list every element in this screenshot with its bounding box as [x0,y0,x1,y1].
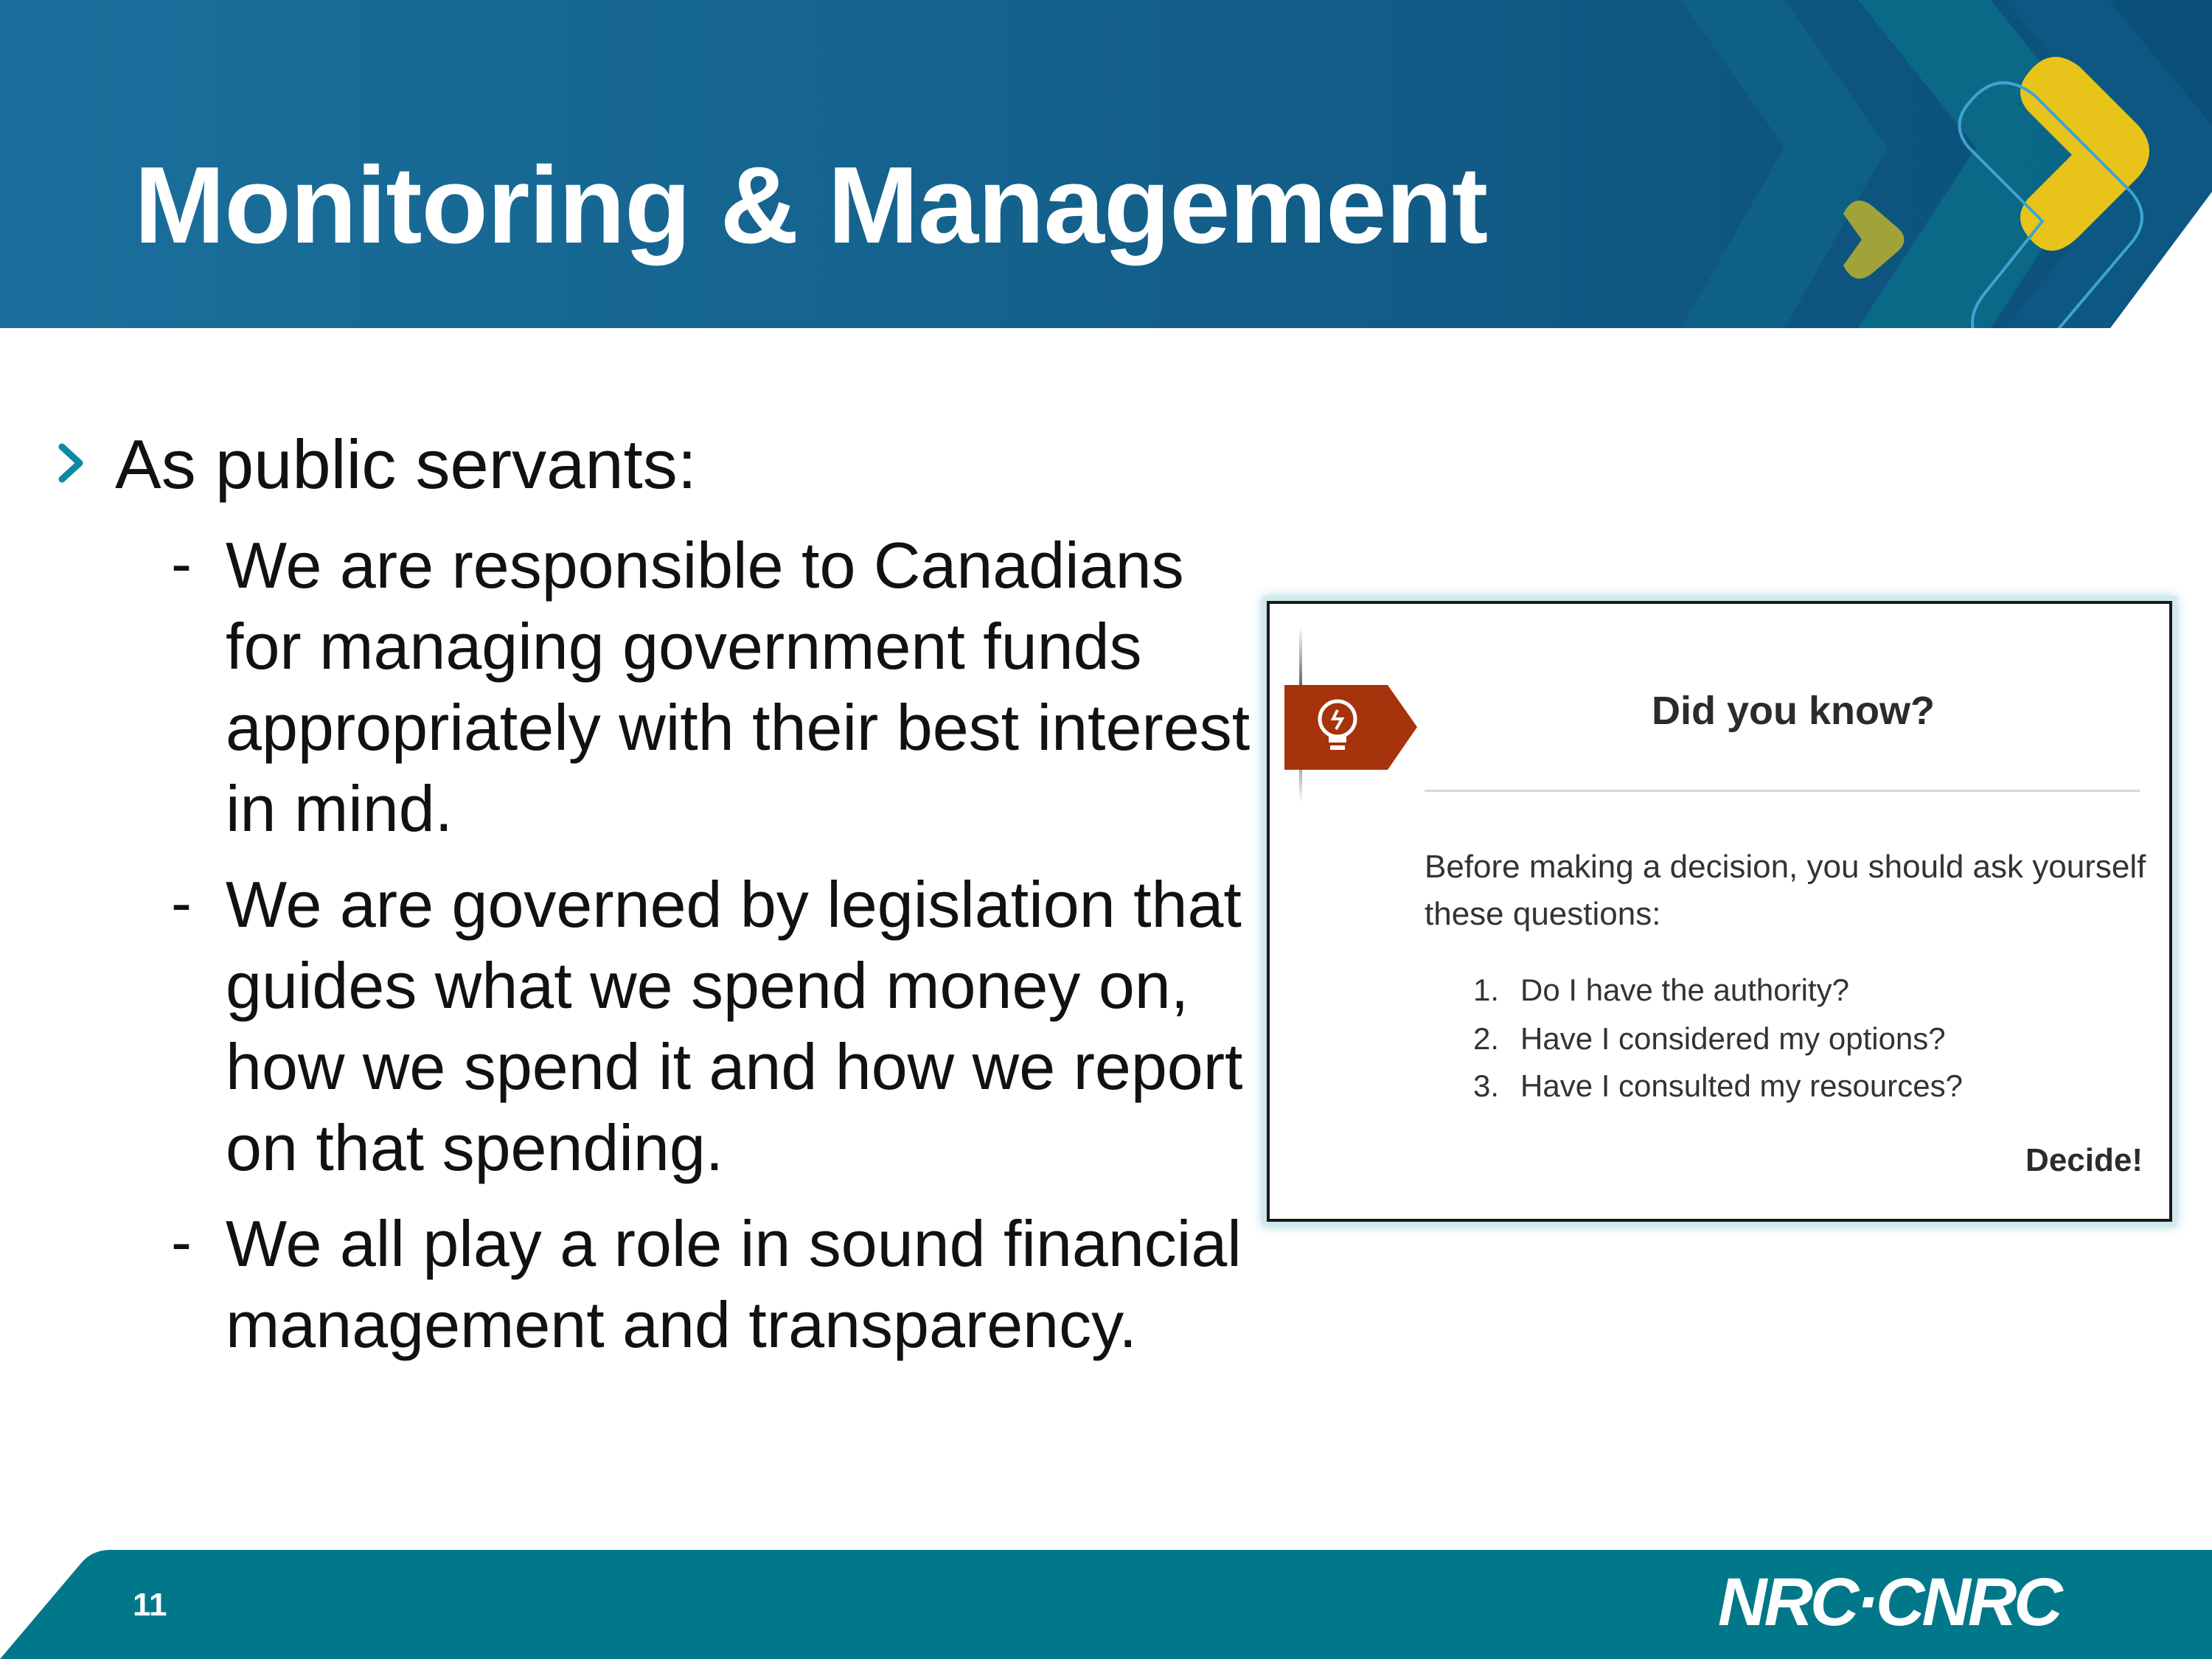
header-banner [0,0,2212,328]
svg-text:NRC·CNRC: NRC·CNRC [1718,1569,2060,1635]
question-number: 2. [1473,1021,1500,1056]
question-number: 3. [1473,1068,1500,1103]
callout-intro: Before making a decision, you should ask yourself these questions: [1425,849,2146,932]
sub-bullet-text: We all play a role in sound financial management and transparency. [226,1207,1242,1361]
main-bullet: As public servants: [115,425,697,503]
did-you-know-callout [1267,601,2172,1222]
question-text: Have I consulted my resources? [1520,1068,1963,1103]
lightbulb-icon [1284,685,1417,770]
question-text: Do I have the authority? [1520,973,1849,1007]
nrc-cnrc-logo [1718,1569,2087,1635]
sub-bullet-dash: - [171,1207,192,1276]
decide-label: Decide! [2025,1142,2143,1178]
sub-bullet-text: We are governed by legislation that guides what we spend money on, how we spend it and how we report on that spending. [226,868,1243,1184]
decorative-chevrons [1829,29,2197,328]
sub-bullet-dash: - [171,529,192,598]
question-text: Have I considered my options? [1520,1021,1946,1056]
chevron-right-icon [58,441,87,485]
callout-heading: Did you know? [1652,689,1935,733]
callout-rule [1425,790,2140,792]
page-title: Monitoring & Management [134,145,1488,266]
question-number: 1. [1473,973,1500,1007]
sub-bullet-text: We are responsible to Canadians for managing government funds appropriately with their best interest in mind. [226,529,1251,845]
sub-bullet-dash: - [171,868,192,937]
page-number: 11 [133,1587,167,1623]
